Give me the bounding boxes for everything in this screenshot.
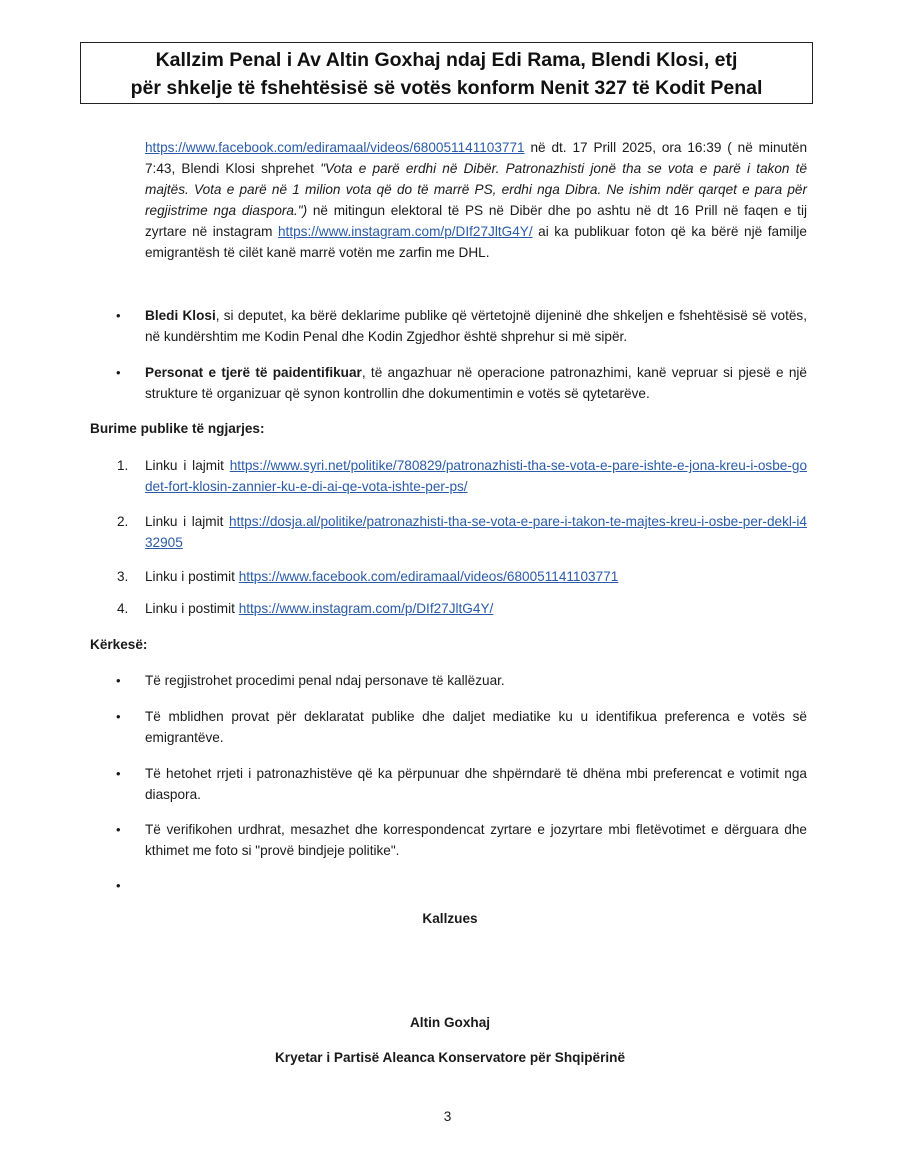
request-item-3: Të hetohet rrjeti i patronazhistëve që ka përpunuar dhe shpërndarë të dhëna mbi preferencat e votimit nga diaspora. bbox=[145, 766, 807, 802]
source-label: Linku i lajmit bbox=[145, 514, 230, 529]
source-number: 4. bbox=[117, 601, 129, 616]
bullet-icon: • bbox=[116, 822, 121, 837]
intro-text-2: në mitingun elektoral të PS në Dibër dhe po ashtu në dt 16 Prill në faqen e tij zyrtare në instagram bbox=[145, 203, 807, 239]
requests-heading: Kërkesë: bbox=[90, 637, 148, 652]
person-name: Bledi Klosi bbox=[145, 308, 216, 323]
dosja-news-link[interactable]: https://dosja.al/politike/patronazhisti-tha-se-vota-e-pare-i-takon-te-majtes-kreu-i-osbe-per-dekl-i432905 bbox=[145, 514, 807, 550]
document-title-box bbox=[80, 42, 813, 104]
signature-name: Altin Goxhaj bbox=[409, 1015, 491, 1030]
intro-quote: "Vota e parë erdhi në Dibër. Patronazhisti jonë tha se vota e parë i takon të majtës. Vota e parë në 1 milion vota që do të marrë PS, erdhi nga Dibra. Ne ishim ndër qarqet e para për regjistrime nga diaspora.") bbox=[145, 161, 807, 218]
sources-heading: Burime publike të ngjarjes: bbox=[90, 421, 265, 436]
instagram-source-link[interactable]: https://www.instagram.com/p/DIf27JltG4Y/ bbox=[238, 601, 494, 616]
syri-news-link[interactable]: https://www.syri.net/politike/780829/patronazhisti-tha-se-vota-e-pare-ishte-e-jona-kreu-i-osbe-godet-fort-klosin-zannier-ku-e-di-ai-qe-vota-ishte-per-ps/ bbox=[145, 458, 807, 494]
person-name: Personat e tjerë të paidentifikuar bbox=[145, 365, 362, 380]
intro-paragraph bbox=[145, 137, 807, 263]
source-number: 2. bbox=[117, 514, 129, 529]
person-description: , të angazhuar në operacione patronazhimi, kanë vepruar si pjesë e një strukture të organizuar që synon kontrollin dhe dokumentimin e votës së qytetarëve. bbox=[145, 365, 807, 401]
signature-title: Kryetar i Partisë Aleanca Konservatore për Shqipërinë bbox=[274, 1050, 626, 1065]
title-line-2: për shkelje të fshehtësisë së votës konform Nenit 327 të Kodit Penal bbox=[130, 77, 763, 99]
source-item-2 bbox=[145, 511, 807, 553]
source-item-3 bbox=[145, 566, 807, 587]
source-number: 1. bbox=[117, 458, 129, 473]
request-item-2: Të mblidhen provat për deklaratat publike dhe daljet mediatike ku u identifikua preferenca e votës së emigrantëve. bbox=[145, 709, 807, 745]
bullet-icon: • bbox=[116, 709, 121, 724]
bullet-icon: • bbox=[116, 308, 121, 323]
bullet-icon: • bbox=[116, 878, 121, 893]
bullet-icon: • bbox=[116, 365, 121, 380]
facebook-post-link[interactable]: https://www.facebook.com/ediramaal/videos/680051141103771 bbox=[238, 569, 619, 584]
intro-text-1: në dt. 17 Prill 2025, ora 16:39 ( në minutën 7:43, Blendi Klosi shprehet bbox=[145, 140, 807, 176]
person-item-bledi-klosi bbox=[145, 305, 807, 347]
intro-text-3: ai ka publikuar foton që ka bërë një familje emigrantësh të cilët kanë marrë votën me zarfin me DHL. bbox=[145, 224, 807, 260]
source-label: Linku i lajmit bbox=[145, 458, 230, 473]
source-label: Linku i postimit bbox=[145, 601, 239, 616]
source-number: 3. bbox=[117, 569, 129, 584]
source-label: Linku i postimit bbox=[145, 569, 239, 584]
person-item-unidentified bbox=[145, 362, 807, 404]
signature-role-label: Kallzues bbox=[422, 911, 478, 926]
source-item-4 bbox=[145, 598, 807, 619]
request-item-1: Të regjistrohet procedimi penal ndaj personave të kallëzuar. bbox=[145, 673, 505, 688]
bullet-icon: • bbox=[116, 673, 121, 688]
title-line-1: Kallzim Penal i Av Altin Goxhaj ndaj Edi Rama, Blendi Klosi, etj bbox=[155, 49, 738, 71]
source-item-1 bbox=[145, 455, 807, 497]
request-item-4: Të verifikohen urdhrat, mesazhet dhe korrespondencat zyrtare e jozyrtare mbi fletëvotimet e dërguara dhe kthimet me foto si "provë bindjeje politike". bbox=[145, 822, 807, 858]
page-number: 3 bbox=[443, 1109, 452, 1124]
instagram-post-link[interactable]: https://www.instagram.com/p/DIf27JltG4Y/ bbox=[278, 224, 533, 239]
facebook-video-link[interactable]: https://www.facebook.com/ediramaal/videos/680051141103771 bbox=[145, 140, 525, 155]
person-description: , si deputet, ka bërë deklarime publike që vërtetojnë dijeninë dhe shkeljen e fshehtësisë së votës, në kundërshtim me Kodin Penal dhe Kodin Zgjedhor është shprehur si më sipër. bbox=[145, 308, 808, 344]
bullet-icon: • bbox=[116, 766, 121, 781]
